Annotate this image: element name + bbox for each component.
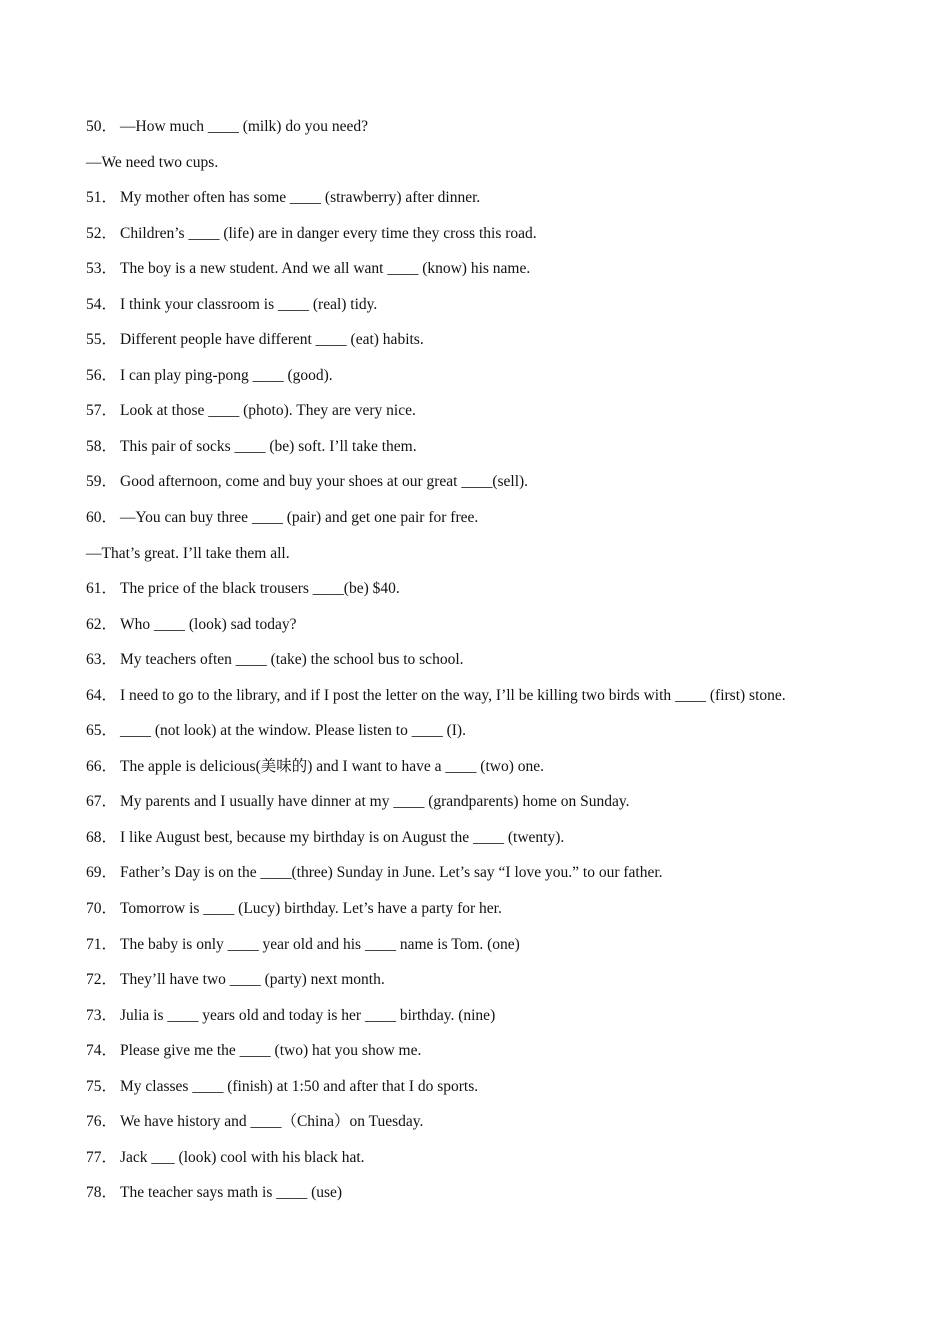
- dialogue-reply: [86, 536, 926, 572]
- exercise-item: [86, 642, 926, 678]
- item-number: 59．: [86, 473, 118, 491]
- item-text: Julia is ____ years old and today is her ____ birthday. (nine): [120, 1006, 496, 1024]
- item-number: 69．: [86, 864, 118, 882]
- item-number: 64．: [86, 686, 118, 704]
- item-number: 76．: [86, 1113, 118, 1131]
- exercise-item: [86, 1104, 926, 1140]
- exercise-item: [86, 749, 926, 785]
- item-number: 70．: [86, 900, 118, 918]
- item-text: ____ (not look) at the window. Please listen to ____ (I).: [120, 722, 466, 740]
- item-text: My parents and I usually have dinner at my ____ (grandparents) home on Sunday.: [120, 793, 630, 811]
- exercise-item: [86, 713, 926, 749]
- item-text: The price of the black trousers ____(be) $40.: [120, 580, 400, 598]
- item-text: I can play ping-pong ____ (good).: [120, 366, 333, 384]
- item-text: Tomorrow is ____ (Lucy) birthday. Let’s have a party for her.: [120, 900, 502, 918]
- exercise-item: [86, 358, 926, 394]
- item-number: 52．: [86, 224, 118, 242]
- exercise-item: [86, 998, 926, 1034]
- item-text: I need to go to the library, and if I post the letter on the way, I’ll be killing two birds with ____ (first) stone.: [120, 686, 786, 704]
- exercise-item: [86, 571, 926, 607]
- exercise-item: [86, 464, 926, 500]
- item-number: 67．: [86, 793, 118, 811]
- item-number: 73．: [86, 1006, 118, 1024]
- exercise-item: [86, 1175, 926, 1211]
- item-number: 56．: [86, 366, 118, 384]
- item-number: 75．: [86, 1077, 118, 1095]
- exercise-item: [86, 855, 926, 891]
- item-number: 65．: [86, 722, 118, 740]
- item-text: The baby is only ____ year old and his ____ name is Tom. (one): [120, 935, 520, 953]
- item-text: —You can buy three ____ (pair) and get one pair for free.: [120, 509, 479, 527]
- item-number: 78．: [86, 1184, 118, 1202]
- item-text: My mother often has some ____ (strawberry) after dinner.: [120, 189, 481, 207]
- exercise-item: [86, 109, 926, 145]
- item-text: —That’s great. I’ll take them all.: [86, 544, 290, 562]
- exercise-item: [86, 322, 926, 358]
- exercise-item: [86, 1069, 926, 1105]
- exercise-item: [86, 216, 926, 252]
- item-text: Who ____ (look) sad today?: [120, 615, 297, 633]
- exercise-item: [86, 393, 926, 429]
- item-text: Father’s Day is on the ____(three) Sunday in June. Let’s say “I love you.” to our father.: [120, 864, 663, 882]
- item-number: 66．: [86, 757, 118, 775]
- item-text: Different people have different ____ (eat) habits.: [120, 331, 424, 349]
- item-text: I like August best, because my birthday is on August the ____ (twenty).: [120, 828, 565, 846]
- item-number: 68．: [86, 828, 118, 846]
- item-text: Please give me the ____ (two) hat you show me.: [120, 1042, 422, 1060]
- item-text: The apple is delicious(美味的) and I want to have a ____ (two) one.: [120, 757, 544, 775]
- item-text: My teachers often ____ (take) the school bus to school.: [120, 651, 464, 669]
- item-text: The teacher says math is ____ (use): [120, 1184, 343, 1202]
- item-number: 74．: [86, 1042, 118, 1060]
- dialogue-reply: [86, 145, 926, 181]
- exercise-item: [86, 962, 926, 998]
- item-number: 58．: [86, 437, 118, 455]
- exercise-item: [86, 891, 926, 927]
- item-text: We have history and ____（China）on Tuesday.: [120, 1113, 424, 1131]
- item-number: 77．: [86, 1148, 118, 1166]
- exercise-item: [86, 287, 926, 323]
- exercise-item: [86, 820, 926, 856]
- item-text: Children’s ____ (life) are in danger every time they cross this road.: [120, 224, 537, 242]
- exercise-item: [86, 251, 926, 287]
- item-text: My classes ____ (finish) at 1:50 and after that I do sports.: [120, 1077, 479, 1095]
- item-text: The boy is a new student. And we all want ____ (know) his name.: [120, 260, 531, 278]
- item-number: 57．: [86, 402, 118, 420]
- item-text: Look at those ____ (photo). They are very nice.: [120, 402, 416, 420]
- item-text: Good afternoon, come and buy your shoes at our great ____(sell).: [120, 473, 529, 491]
- item-number: 63．: [86, 651, 118, 669]
- exercise-item: [86, 180, 926, 216]
- exercise-item: [86, 678, 926, 714]
- exercise-page: [86, 109, 926, 1211]
- item-text: They’ll have two ____ (party) next month.: [120, 971, 385, 989]
- exercise-item: [86, 500, 926, 536]
- exercise-item: [86, 927, 926, 963]
- item-number: 62．: [86, 615, 118, 633]
- item-text: I think your classroom is ____ (real) tidy.: [120, 295, 378, 313]
- item-number: 60．: [86, 509, 118, 527]
- item-text: This pair of socks ____ (be) soft. I’ll take them.: [120, 437, 417, 455]
- item-number: 51．: [86, 189, 118, 207]
- item-number: 61．: [86, 580, 118, 598]
- exercise-item: [86, 607, 926, 643]
- exercise-item: [86, 784, 926, 820]
- item-number: 55．: [86, 331, 118, 349]
- item-number: 71．: [86, 935, 118, 953]
- item-text: Jack ___ (look) cool with his black hat.: [120, 1148, 365, 1166]
- item-text: —We need two cups.: [86, 153, 219, 171]
- item-number: 72．: [86, 971, 118, 989]
- item-number: 53．: [86, 260, 118, 278]
- item-number: 54．: [86, 295, 118, 313]
- item-text: —How much ____ (milk) do you need?: [120, 118, 368, 135]
- exercise-item: [86, 1140, 926, 1176]
- item-number: 50．: [86, 118, 118, 135]
- exercise-item: [86, 1033, 926, 1069]
- exercise-item: [86, 429, 926, 465]
